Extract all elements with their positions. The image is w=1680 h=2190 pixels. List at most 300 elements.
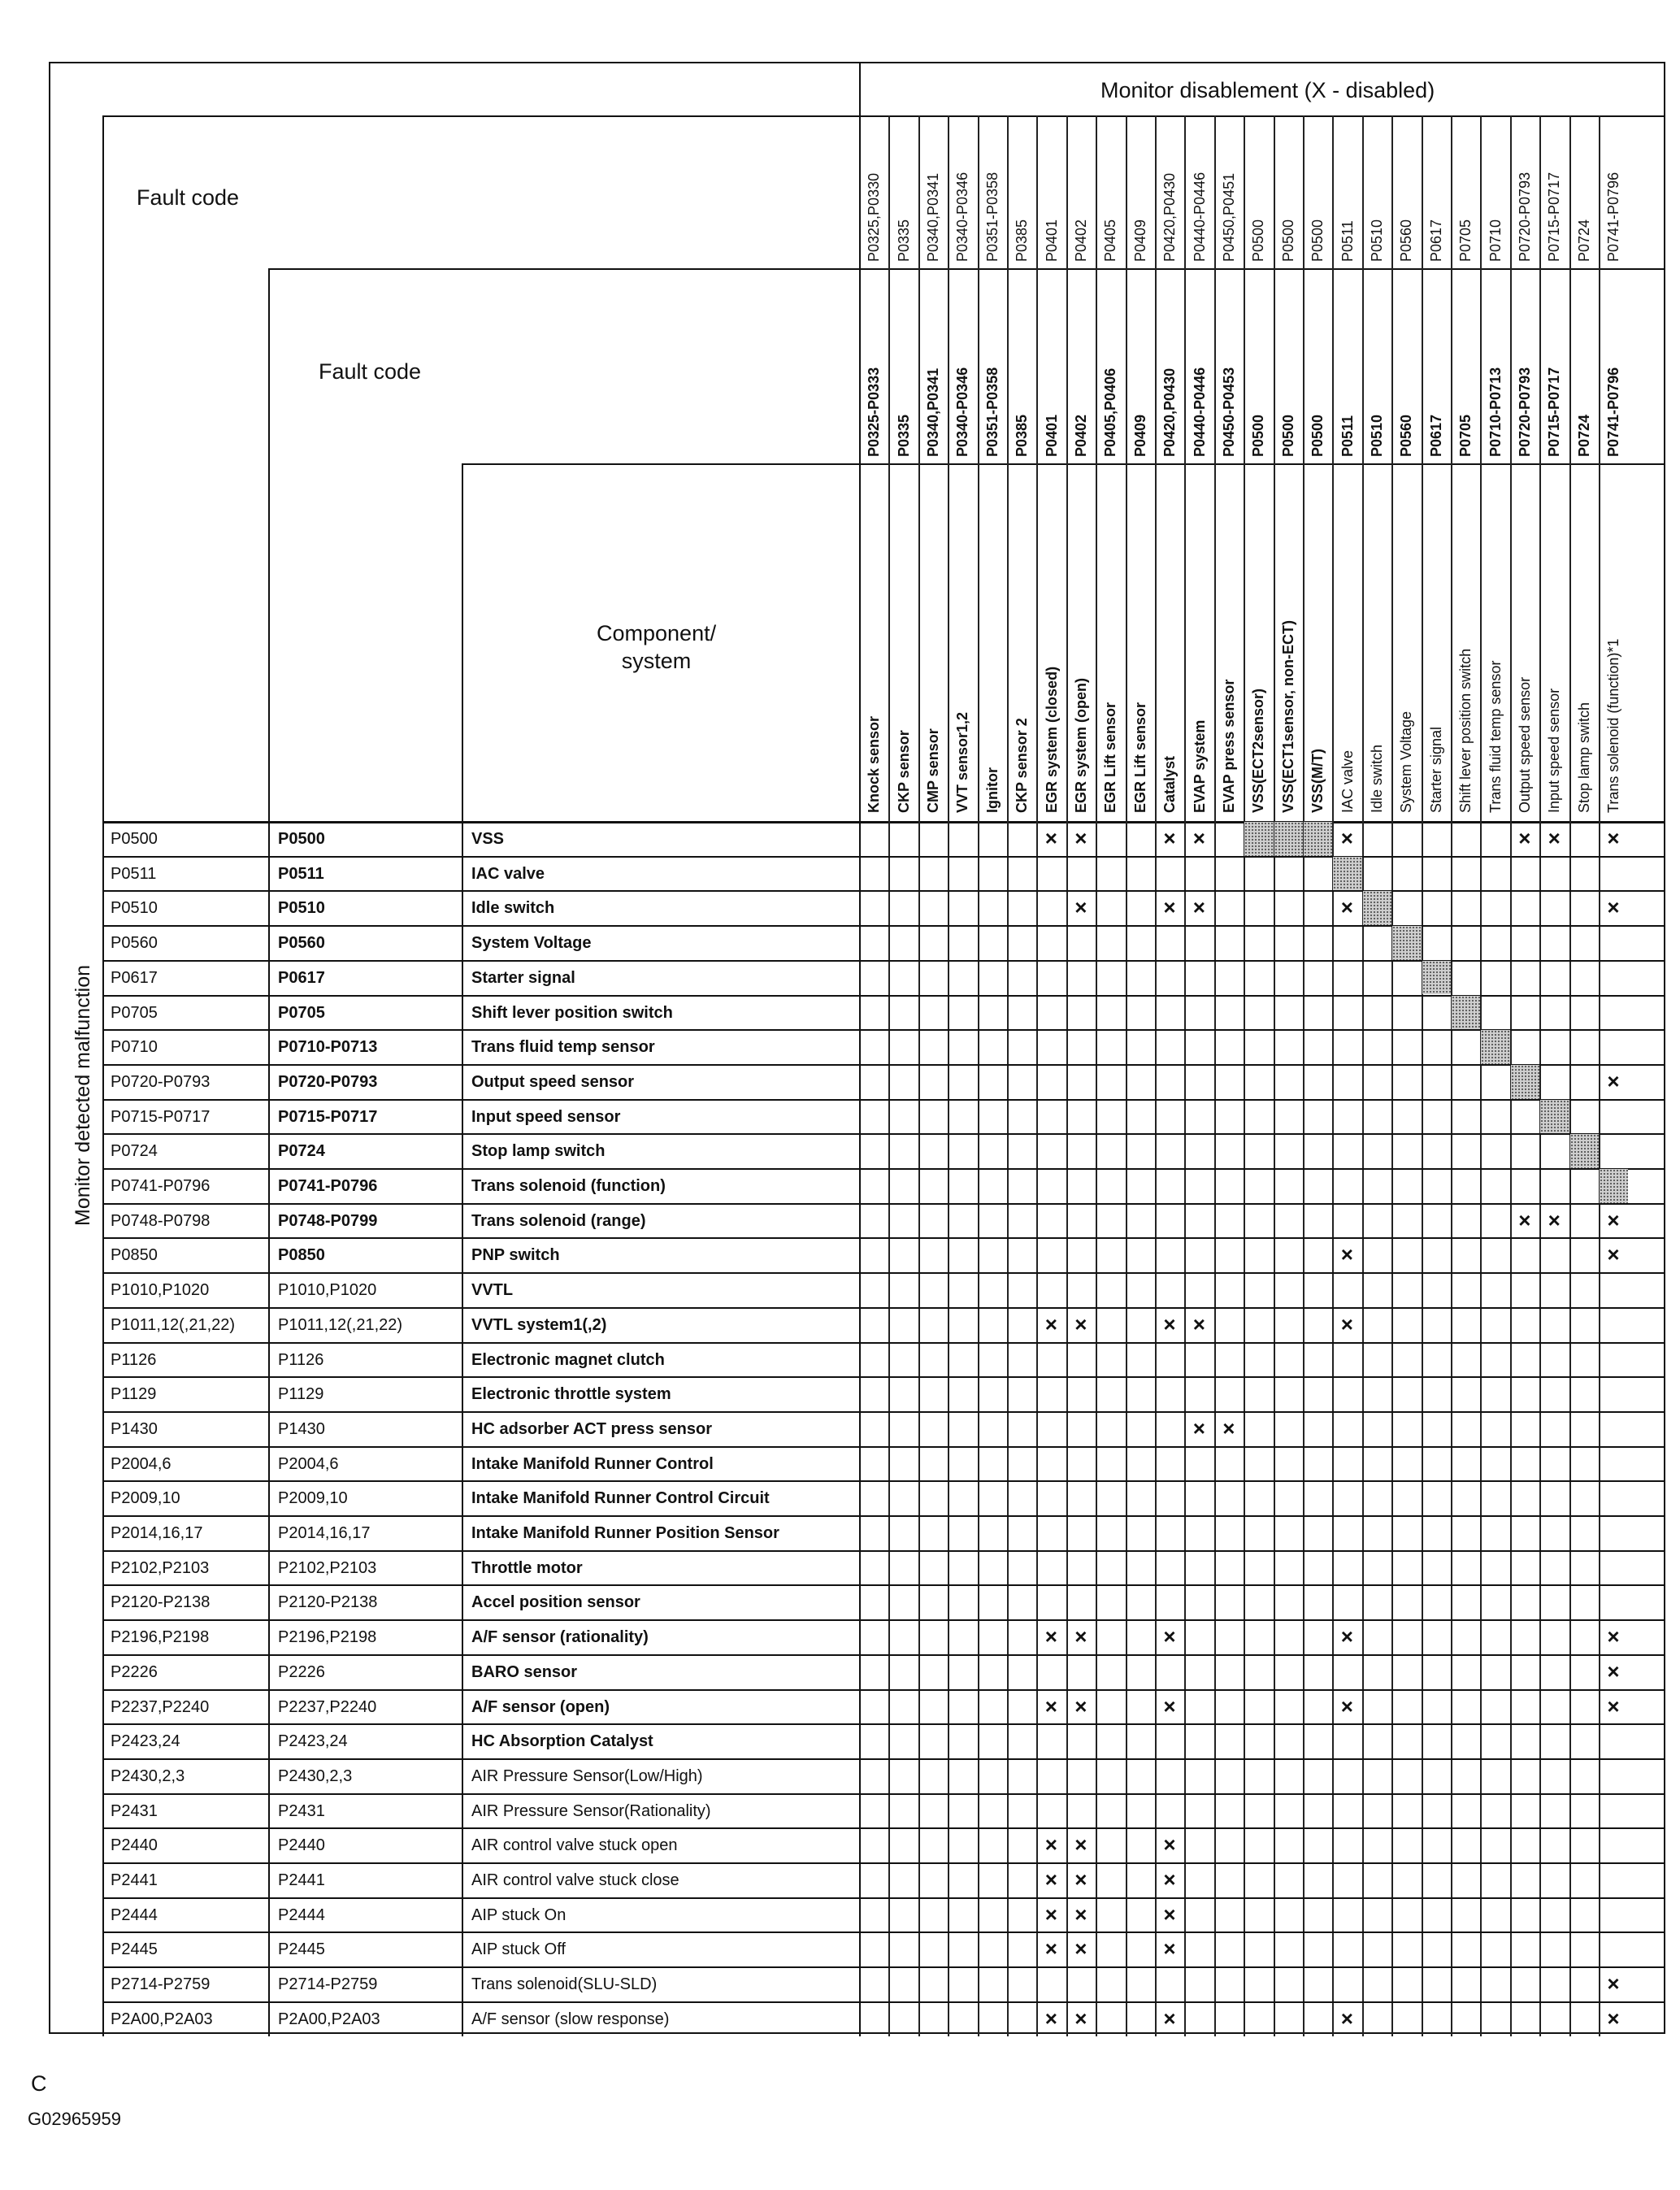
row-fault-code-2: P2714-P2759 (278, 1975, 378, 1994)
component-system-label: Component/ system (597, 621, 717, 673)
column-code-1: P0720-P0793 (1517, 172, 1533, 262)
column-component: EGR Lift sensor (1131, 702, 1148, 813)
column-code-2: P0340-P0346 (954, 367, 971, 457)
column-code-2: P0351-P0358 (983, 367, 1001, 457)
code2-col-left-border (268, 268, 270, 2036)
row-divider (102, 995, 1664, 997)
row-component: VVTL (471, 1281, 514, 1300)
disabled-x-mark: × (1044, 2005, 1057, 2031)
column-code-1: P0617 (1427, 219, 1444, 262)
header-bottom-line (102, 821, 1664, 823)
code2-divider (462, 463, 1664, 465)
row-divider (102, 1619, 1664, 1621)
row-component: Input speed sensor (471, 1107, 621, 1126)
column-component: CMP sensor (925, 728, 941, 813)
row-fault-code-1: P2444 (111, 1905, 158, 1924)
row-divider (102, 1237, 1664, 1239)
row-divider (102, 1411, 1664, 1413)
row-fault-code-2: P0715-P0717 (278, 1107, 378, 1126)
disabled-x-mark: × (1163, 2005, 1176, 2031)
disabled-x-mark: × (1192, 1415, 1205, 1440)
row-fault-code-1: P0715-P0717 (111, 1107, 211, 1126)
row-divider (102, 1793, 1664, 1795)
row-divider (102, 1897, 1664, 1899)
disabled-x-mark: × (1163, 895, 1176, 920)
disabled-x-mark: × (1074, 1867, 1087, 1892)
footer-letter: C (31, 2071, 47, 2096)
row-fault-code-2: P1126 (278, 1350, 324, 1369)
column-component: EGR system (closed) (1043, 666, 1060, 813)
row-fault-code-1: P2196,P2198 (111, 1628, 210, 1647)
row-divider (102, 1862, 1664, 1864)
column-code-2: P0340,P0341 (925, 367, 941, 457)
column-code-2: P0710-P0713 (1487, 367, 1504, 457)
figure-id: G02965959 (28, 2109, 121, 2129)
row-fault-code-2: P0560 (278, 934, 325, 953)
column-component: Output speed sensor (1517, 676, 1533, 813)
monitor-col-divider (1451, 115, 1452, 2036)
monitor-col-divider (1244, 115, 1245, 2036)
monitor-col-divider (1332, 115, 1334, 2036)
row-fault-code-1: P2004,6 (111, 1454, 171, 1473)
column-code-1: P0401 (1043, 219, 1060, 262)
disabled-x-mark: × (1518, 1207, 1531, 1232)
disabled-x-mark: × (1607, 1242, 1620, 1267)
monitor-col-divider (1362, 115, 1364, 2036)
self-diagnosis-shaded-cell (1244, 822, 1273, 856)
row-component: Trans solenoid (range) (471, 1211, 646, 1230)
column-component: VSS(M/T) (1309, 749, 1326, 813)
column-code-1: P0402 (1073, 219, 1089, 262)
row-fault-code-2: P2102,P2103 (278, 1558, 377, 1577)
disabled-x-mark: × (1340, 895, 1353, 920)
column-code-2: P0405,P0406 (1102, 367, 1119, 457)
row-fault-code-2: P2444 (278, 1905, 325, 1924)
disabled-x-mark: × (1607, 1207, 1620, 1232)
monitor-col-divider (1007, 115, 1009, 2036)
row-fault-code-1: P0511 (111, 864, 157, 883)
column-component: EVAP system (1191, 719, 1208, 813)
column-code-2: P0720-P0793 (1517, 367, 1533, 457)
monitor-col-divider (1184, 115, 1186, 2036)
disabled-x-mark: × (1340, 1311, 1353, 1336)
row-component: Idle switch (471, 899, 555, 918)
row-component: A/F sensor (open) (471, 1697, 610, 1716)
row-component: Intake Manifold Runner Control Circuit (471, 1489, 770, 1508)
row-fault-code-1: P1010,P1020 (111, 1281, 210, 1300)
row-divider (102, 1272, 1664, 1274)
row-divider (102, 1827, 1664, 1829)
row-fault-code-1: P2441 (111, 1871, 158, 1889)
disabled-x-mark: × (1518, 826, 1531, 850)
disabled-x-mark: × (1340, 826, 1353, 850)
column-code-1: P0440-P0446 (1191, 172, 1208, 262)
disabled-x-mark: × (1607, 1624, 1620, 1649)
row-fault-code-1: P0705 (111, 1003, 158, 1022)
row-fault-code-2: P1430 (278, 1419, 325, 1438)
column-code-1: P0724 (1575, 219, 1592, 262)
row-fault-code-1: P1129 (111, 1385, 157, 1404)
self-diagnosis-shaded-cell (1452, 996, 1480, 1030)
column-code-2: P0401 (1043, 414, 1060, 457)
column-code-1: P0405 (1102, 219, 1119, 262)
row-fault-code-1: P0560 (111, 934, 158, 953)
row-divider (102, 1723, 1664, 1725)
row-divider (102, 890, 1664, 892)
disabled-x-mark: × (1607, 1068, 1620, 1093)
monitor-col-divider (1391, 115, 1393, 2036)
row-divider (102, 1168, 1664, 1170)
row-component: AIP stuck On (471, 1905, 567, 1924)
row-fault-code-2: P0724 (278, 1142, 325, 1161)
disabled-x-mark: × (1607, 2005, 1620, 2031)
row-fault-code-1: P0748-P0798 (111, 1211, 211, 1230)
column-component: Trans fluid temp sensor (1487, 660, 1504, 813)
disabled-x-mark: × (1340, 1624, 1353, 1649)
component-col-left-border (462, 463, 463, 2036)
row-component: Output speed sensor (471, 1072, 635, 1091)
row-divider (102, 1099, 1664, 1101)
disabled-x-mark: × (1548, 826, 1561, 850)
row-divider (102, 1446, 1664, 1448)
row-fault-code-1: P0710 (111, 1038, 158, 1057)
row-fault-code-2: P2009,10 (278, 1489, 348, 1508)
column-component: Ignitor (983, 767, 1001, 813)
row-divider (102, 1931, 1664, 1933)
fault-code-label-2: Fault code (319, 359, 422, 384)
row-component: Electronic magnet clutch (471, 1350, 665, 1369)
disabled-x-mark: × (1163, 1901, 1176, 1927)
monitor-block-left-border (859, 62, 861, 2036)
column-code-1: P0385 (1014, 219, 1031, 262)
column-code-1: P0351-P0358 (983, 172, 1001, 262)
disabled-x-mark: × (1074, 1693, 1087, 1719)
disabled-x-mark: × (1548, 1207, 1561, 1232)
row-divider (102, 1480, 1664, 1482)
left-head-divider (102, 115, 859, 117)
row-fault-code-2: P2226 (278, 1662, 325, 1681)
column-component: Stop lamp switch (1575, 702, 1592, 813)
row-component: Trans solenoid(SLU-SLD) (471, 1975, 658, 1994)
row-fault-code-1: P2237,P2240 (111, 1697, 210, 1716)
column-component: CKP sensor 2 (1014, 718, 1031, 813)
column-component: Idle switch (1369, 744, 1385, 813)
row-component: PNP switch (471, 1246, 560, 1265)
self-diagnosis-shaded-cell (1540, 1100, 1569, 1134)
disabled-x-mark: × (1192, 895, 1205, 920)
monitor-col-divider (978, 115, 979, 2036)
column-code-1: P0420,P0430 (1161, 172, 1179, 262)
row-component: IAC valve (471, 864, 545, 883)
row-divider (102, 1966, 1664, 1968)
row-divider (102, 1584, 1664, 1586)
column-code-2: P0450-P0453 (1221, 367, 1237, 457)
disabled-x-mark: × (1163, 1693, 1176, 1719)
column-component: VVT sensor1,2 (954, 711, 971, 813)
row-component: Intake Manifold Runner Position Sensor (471, 1524, 779, 1542)
disabled-x-mark: × (1044, 1832, 1057, 1858)
title-divider (859, 115, 1664, 117)
column-component: Input speed sensor (1546, 688, 1563, 813)
monitor-col-divider (1274, 115, 1275, 2036)
row-component: Accel position sensor (471, 1593, 640, 1612)
row-fault-code-2: P0850 (278, 1246, 325, 1265)
monitor-col-divider (1422, 115, 1423, 2036)
monitor-col-divider (1096, 115, 1097, 2036)
row-fault-code-2: P2A00,P2A03 (278, 2010, 380, 2028)
row-divider (102, 1376, 1664, 1378)
monitor-col-divider (1480, 115, 1482, 2036)
column-code-1: P0715-P0717 (1546, 172, 1563, 262)
row-component: Trans solenoid (function) (471, 1177, 666, 1195)
row-fault-code-2: P1011,12(,21,22) (278, 1315, 403, 1334)
column-code-1: P0340-P0346 (954, 172, 971, 262)
column-code-1: P0741-P0796 (1605, 172, 1622, 262)
disabled-x-mark: × (1163, 826, 1176, 850)
self-diagnosis-shaded-cell (1304, 822, 1332, 856)
row-divider (102, 1133, 1664, 1135)
column-component: EVAP press sensor (1221, 679, 1237, 813)
row-divider (102, 2001, 1664, 2003)
disabled-x-mark: × (1340, 1693, 1353, 1719)
row-divider (102, 1307, 1664, 1309)
disabled-x-mark: × (1607, 1658, 1620, 1684)
row-fault-code-2: P2014,16,17 (278, 1524, 371, 1542)
row-fault-code-1: P2120-P2138 (111, 1593, 211, 1612)
disabled-x-mark: × (1163, 1624, 1176, 1649)
row-component: HC Absorption Catalyst (471, 1732, 653, 1751)
row-component: A/F sensor (slow response) (471, 2010, 670, 2028)
row-fault-code-1: P2102,P2103 (111, 1558, 210, 1577)
monitor-detected-malfunction-label: Monitor detected malfunction (72, 964, 94, 1226)
monitor-col-divider (1155, 115, 1157, 2036)
disabled-x-mark: × (1607, 1693, 1620, 1719)
row-fault-code-1: P1126 (111, 1350, 157, 1369)
row-component: Trans fluid temp sensor (471, 1038, 655, 1057)
self-diagnosis-shaded-cell (1392, 926, 1421, 960)
row-fault-code-1: P2445 (111, 1940, 158, 1959)
monitor-col-divider (1066, 115, 1068, 2036)
row-component: AIP stuck Off (471, 1940, 566, 1959)
column-code-2: P0325-P0333 (866, 367, 883, 457)
row-component: Stop lamp switch (471, 1142, 606, 1161)
disabled-x-mark: × (1074, 895, 1087, 920)
row-fault-code-1: P0500 (111, 830, 158, 848)
row-divider (102, 1654, 1664, 1656)
column-component: EGR system (open) (1073, 677, 1089, 813)
row-component: AIR control valve stuck open (471, 1836, 678, 1855)
row-component: Electronic throttle system (471, 1385, 671, 1404)
disabled-x-mark: × (1074, 1311, 1087, 1336)
row-fault-code-1: P0617 (111, 968, 158, 987)
row-fault-code-1: P0510 (111, 899, 158, 918)
row-component: Intake Manifold Runner Control (471, 1454, 714, 1473)
disabled-x-mark: × (1163, 1832, 1176, 1858)
disabled-x-mark: × (1607, 1971, 1620, 1997)
row-fault-code-2: P0705 (278, 1003, 325, 1022)
self-diagnosis-shaded-cell (1333, 857, 1361, 891)
row-divider (102, 1550, 1664, 1552)
column-code-2: P0715-P0717 (1546, 367, 1563, 457)
column-code-1: P0335 (895, 219, 912, 262)
monitor-col-divider (1126, 115, 1127, 2036)
column-code-2: P0385 (1014, 414, 1031, 457)
column-component: Knock sensor (866, 715, 883, 813)
row-component: A/F sensor (rationality) (471, 1628, 649, 1647)
row-fault-code-2: P2423,24 (278, 1732, 348, 1751)
column-code-2: P0420,P0430 (1161, 367, 1179, 457)
self-diagnosis-shaded-cell (1363, 891, 1391, 925)
column-code-2: P0617 (1427, 414, 1444, 457)
row-component: AIR Pressure Sensor(Rationality) (471, 1801, 711, 1820)
disabled-x-mark: × (1044, 1624, 1057, 1649)
row-fault-code-2: P0741-P0796 (278, 1177, 378, 1195)
row-fault-code-1: P2423,24 (111, 1732, 180, 1751)
column-component: EGR Lift sensor (1102, 702, 1119, 813)
disabled-x-mark: × (1044, 1901, 1057, 1927)
row-fault-code-2: P0748-P0799 (278, 1211, 378, 1230)
column-code-1: P0500 (1250, 219, 1267, 262)
row-fault-code-1: P2431 (111, 1801, 158, 1820)
column-code-2: P0335 (895, 414, 912, 457)
column-code-1: P0450,P0451 (1221, 172, 1237, 262)
disabled-x-mark: × (1074, 2005, 1087, 2031)
disabled-x-mark: × (1044, 1867, 1057, 1892)
row-component: HC adsorber ACT press sensor (471, 1419, 713, 1438)
column-code-2: P0724 (1575, 414, 1592, 457)
row-component: System Voltage (471, 934, 592, 953)
column-code-2: P0500 (1309, 414, 1326, 457)
self-diagnosis-shaded-cell (1481, 1030, 1509, 1064)
row-fault-code-1: P1430 (111, 1419, 158, 1438)
row-fault-code-2: P1129 (278, 1385, 324, 1404)
row-fault-code-1: P2440 (111, 1836, 158, 1855)
row-fault-code-1: P0724 (111, 1142, 158, 1161)
column-code-2: P0402 (1073, 414, 1089, 457)
row-fault-code-1: P2430,2,3 (111, 1766, 185, 1785)
column-code-2: P0510 (1369, 414, 1385, 457)
column-code-1: P0560 (1398, 219, 1415, 262)
row-fault-code-2: P0720-P0793 (278, 1072, 378, 1091)
column-code-1: P0500 (1309, 219, 1326, 262)
disabled-x-mark: × (1340, 1242, 1353, 1267)
monitor-col-divider (1539, 115, 1541, 2036)
row-fault-code-2: P2196,P2198 (278, 1628, 377, 1647)
disabled-x-mark: × (1607, 895, 1620, 920)
disabled-x-mark: × (1074, 1936, 1087, 1962)
monitor-col-divider (888, 115, 890, 2036)
column-code-2: P0500 (1250, 414, 1267, 457)
row-fault-code-1: P0720-P0793 (111, 1072, 211, 1091)
column-code-2: P0705 (1457, 414, 1474, 457)
disabled-x-mark: × (1074, 1901, 1087, 1927)
disabled-x-mark: × (1222, 1415, 1235, 1440)
monitor-col-divider (1569, 115, 1571, 2036)
row-fault-code-1: P1011,12(,21,22) (111, 1315, 236, 1334)
row-fault-code-2: P0617 (278, 968, 325, 987)
row-component: VVTL system1(,2) (471, 1315, 607, 1334)
row-fault-code-1: P2009,10 (111, 1489, 180, 1508)
row-component: BARO sensor (471, 1662, 578, 1681)
code1-divider (268, 268, 1664, 270)
self-diagnosis-shaded-cell (1422, 961, 1451, 995)
row-fault-code-1: P2A00,P2A03 (111, 2010, 213, 2028)
monitor-col-divider (918, 115, 920, 2036)
row-divider (102, 1342, 1664, 1344)
row-fault-code-1: P0741-P0796 (111, 1177, 211, 1195)
column-code-1: P0510 (1369, 219, 1385, 262)
column-code-2: P0560 (1398, 414, 1415, 457)
row-divider (102, 1515, 1664, 1517)
monitor-col-divider (1303, 115, 1304, 2036)
column-component: Trans solenoid (function)*1 (1605, 638, 1622, 813)
self-diagnosis-shaded-cell (1570, 1134, 1599, 1168)
row-fault-code-1: P0850 (111, 1246, 158, 1265)
row-fault-code-2: P2431 (278, 1801, 325, 1820)
column-code-2: P0409 (1131, 414, 1148, 457)
column-code-1: P0705 (1457, 219, 1474, 262)
row-divider (102, 925, 1664, 927)
column-code-2: P0741-P0796 (1605, 367, 1622, 457)
row-component: Shift lever position switch (471, 1003, 673, 1022)
row-fault-code-2: P2004,6 (278, 1454, 339, 1473)
disabled-x-mark: × (1044, 1693, 1057, 1719)
self-diagnosis-shaded-cell (1600, 1169, 1628, 1203)
row-fault-code-2: P0710-P0713 (278, 1038, 378, 1057)
disabled-x-mark: × (1163, 1936, 1176, 1962)
row-component: AIR Pressure Sensor(Low/High) (471, 1766, 703, 1785)
code1-col-left-border (102, 115, 104, 2036)
row-fault-code-2: P2441 (278, 1871, 325, 1889)
row-fault-code-2: P0511 (278, 864, 324, 883)
column-code-1: P0409 (1131, 219, 1148, 262)
row-divider (102, 1029, 1664, 1031)
row-divider (102, 856, 1664, 858)
column-code-2: P0440-P0446 (1191, 367, 1208, 457)
row-fault-code-2: P2445 (278, 1940, 325, 1959)
fault-code-label-1: Fault code (137, 185, 240, 210)
column-code-2: P0511 (1339, 415, 1356, 457)
column-code-2: P0500 (1279, 414, 1296, 457)
column-component: CKP sensor (895, 730, 912, 813)
column-code-1: P0710 (1487, 219, 1504, 262)
self-diagnosis-shaded-cell (1274, 822, 1303, 856)
row-fault-code-1: P2014,16,17 (111, 1524, 203, 1542)
row-fault-code-2: P2120-P2138 (278, 1593, 378, 1612)
disabled-x-mark: × (1192, 1311, 1205, 1336)
row-fault-code-1: P2714-P2759 (111, 1975, 211, 1994)
row-fault-code-1: P2226 (111, 1662, 158, 1681)
column-component: Starter signal (1427, 726, 1444, 813)
disabled-x-mark: × (1044, 826, 1057, 850)
disabled-x-mark: × (1192, 826, 1205, 850)
column-code-1: P0340,P0341 (925, 172, 941, 262)
column-component: VSS(ECT1sensor, non-ECT) (1279, 619, 1296, 813)
column-code-1: P0511 (1339, 220, 1356, 262)
disabled-x-mark: × (1340, 2005, 1353, 2031)
disabled-x-mark: × (1074, 826, 1087, 850)
row-fault-code-2: P0510 (278, 899, 325, 918)
row-fault-code-2: P2430,2,3 (278, 1766, 353, 1785)
row-fault-code-2: P1010,P1020 (278, 1281, 377, 1300)
row-fault-code-2: P0500 (278, 830, 325, 848)
row-divider (102, 1064, 1664, 1066)
disabled-x-mark: × (1074, 1624, 1087, 1649)
disabled-x-mark: × (1163, 1867, 1176, 1892)
row-divider (102, 1203, 1664, 1205)
monitor-disablement-title: Monitor disablement (X - disabled) (1100, 78, 1435, 102)
row-divider (102, 1758, 1664, 1760)
